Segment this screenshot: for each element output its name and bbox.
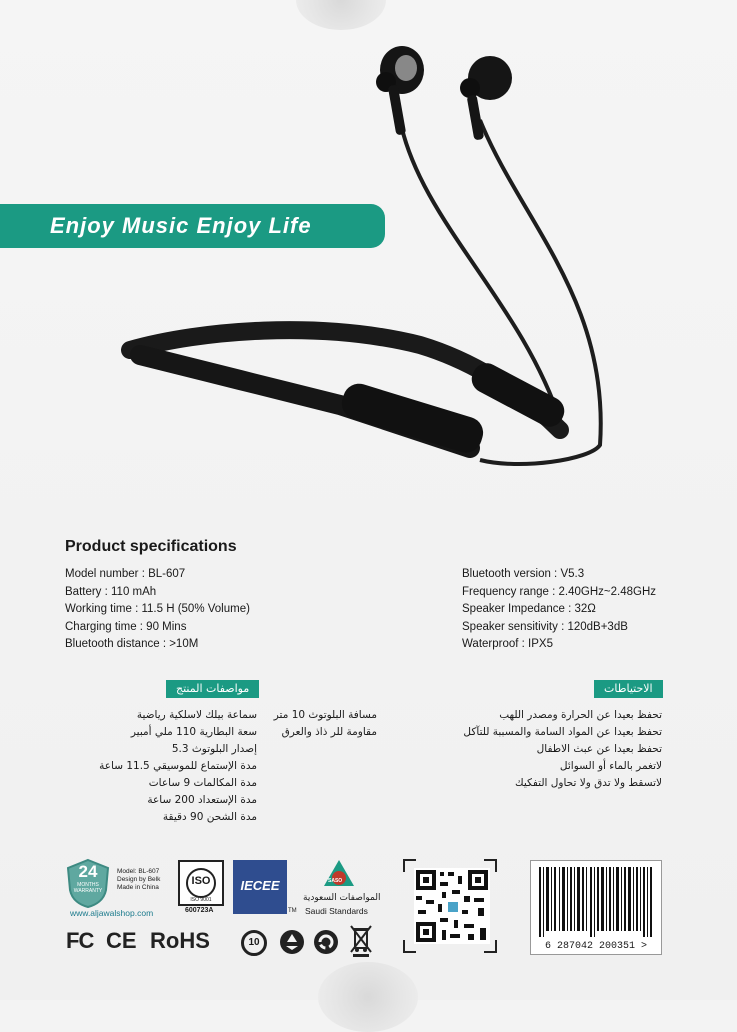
model-line: Model: BL-607 bbox=[117, 868, 160, 875]
arabic-specs-badge: مواصفات المنتج bbox=[166, 680, 259, 698]
specs-left-list bbox=[65, 566, 250, 654]
spec-item: Working time : 11.5 H (50% Volume) bbox=[65, 603, 250, 615]
slogan-text: Enjoy Music Enjoy Life bbox=[50, 213, 312, 238]
tm-mark: TM bbox=[288, 908, 297, 914]
neckband-earphones-image bbox=[0, 0, 737, 500]
rohs-mark: RoHS bbox=[150, 928, 210, 953]
specs-right-list bbox=[462, 566, 656, 654]
arabic-spec-item: مسافة البلوتوث 10 متر bbox=[273, 709, 377, 721]
recycle-icon bbox=[279, 929, 305, 955]
precaution-item: لاتسقط ولا تدق ولا تحاول التفكيك bbox=[515, 777, 662, 789]
arabic-spec-item: سماعة بيلك لاسلكية رياضية bbox=[136, 709, 257, 721]
barcode-number: 6 287042 200351 > bbox=[544, 941, 648, 952]
barcode bbox=[530, 860, 662, 955]
spec-item: Bluetooth version : V5.3 bbox=[462, 568, 585, 580]
spec-item: Battery : 110 mAh bbox=[65, 585, 157, 598]
saso-label: SASO bbox=[328, 878, 343, 884]
spec-item: Charging time : 90 Mins bbox=[65, 620, 187, 633]
weee-bin-icon bbox=[349, 924, 373, 958]
barcode-bars bbox=[539, 867, 653, 937]
precaution-item: تحفظ بعيدا عن المواد السامة والمسببة للتآكل bbox=[463, 726, 662, 738]
arabic-spec-item: مدة الشحن 90 دقيقة bbox=[162, 811, 257, 823]
model-line: Design by Belk bbox=[117, 876, 161, 883]
iso-logo bbox=[178, 860, 224, 906]
precautions-badge: الاحتياطات bbox=[594, 680, 663, 698]
saso-logo-icon bbox=[322, 858, 356, 890]
arabic-spec-item: سعة البطارية 110 ملي أمبير bbox=[130, 726, 257, 738]
iecee-label: IECEE bbox=[240, 878, 280, 893]
spec-item: Bluetooth distance : >10M bbox=[65, 638, 199, 650]
ce-mark: CE bbox=[106, 928, 137, 953]
slogan-banner bbox=[0, 204, 385, 248]
precaution-item: تحفظ بعيدا عن عبث الاطفال bbox=[536, 743, 662, 755]
arabic-spec-item: إصدار البلوتوث 5.3 bbox=[171, 743, 257, 755]
spec-item: Waterproof : IPX5 bbox=[462, 638, 553, 650]
model-info bbox=[117, 868, 160, 892]
arabic-spec-item: مدة الإستعداد 200 ساعة bbox=[147, 794, 257, 806]
spec-item: Speaker sensitivity : 120dB+3dB bbox=[462, 620, 628, 633]
ten-year-label: 10 bbox=[248, 937, 260, 948]
iso-sub: ISO 9001 bbox=[190, 897, 212, 903]
precaution-item: تحفظ بعيدا عن الحرارة ومصدر اللهب bbox=[499, 709, 662, 721]
bottom-seal-sticker bbox=[318, 962, 418, 1032]
warranty-text: MONTHS WARRANTY bbox=[73, 882, 103, 894]
precaution-item: لاتغمر بالماء أو السوائل bbox=[559, 760, 662, 772]
qr-code-icon bbox=[402, 858, 498, 954]
ten-year-icon bbox=[241, 930, 267, 956]
model-line: Made in China bbox=[117, 884, 159, 891]
arabic-spec-item: مدة المكالمات 9 ساعات bbox=[148, 777, 257, 789]
green-dot-icon bbox=[313, 929, 339, 955]
saso-english: Saudi Standards bbox=[305, 906, 368, 916]
warranty-number: 24 bbox=[78, 862, 98, 881]
arabic-specs-list-2 bbox=[274, 707, 377, 741]
iso-label: ISO bbox=[191, 875, 211, 887]
spec-item: Frequency range : 2.40GHz~2.48GHz bbox=[462, 585, 657, 598]
saso-arabic: المواصفات السعودية bbox=[303, 893, 381, 903]
iecee-logo bbox=[233, 860, 287, 914]
website-text: www.aljawalshop.com bbox=[70, 908, 154, 918]
arabic-spec-item: مقاومة للر ذاذ والعرق bbox=[281, 726, 377, 738]
arabic-spec-item: مدة الإستماع للموسيقي 11.5 ساعة bbox=[99, 760, 257, 772]
iso-cert-number: 600723A bbox=[185, 907, 214, 914]
precautions-list bbox=[463, 707, 662, 792]
specs-title: Product specifications bbox=[65, 538, 237, 555]
fcc-mark: FC bbox=[66, 928, 94, 953]
arabic-specs-list bbox=[99, 707, 257, 826]
spec-item: Speaker Impedance : 32Ω bbox=[462, 603, 596, 615]
spec-item: Model number : BL-607 bbox=[65, 568, 186, 580]
